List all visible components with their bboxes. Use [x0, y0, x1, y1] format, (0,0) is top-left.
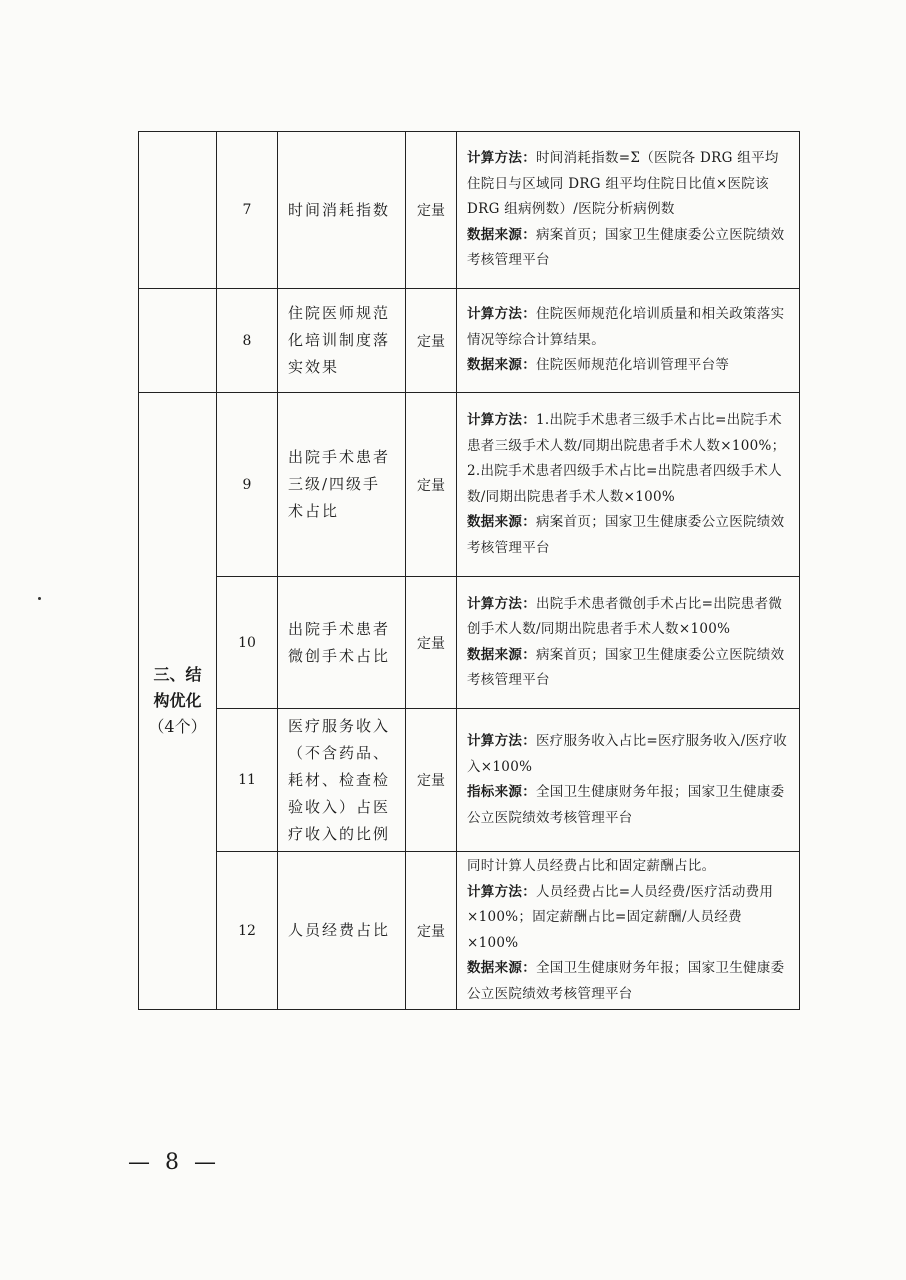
indicator-type: 定量 — [406, 393, 457, 577]
table-row — [139, 393, 800, 577]
desc-label: 计算方法： — [467, 150, 536, 167]
desc-text: 出院手术患者微创手术占比=出院患者微创手术人数/同期出院患者手术人数×100% — [467, 595, 783, 637]
desc-label: 数据来源： — [467, 960, 536, 976]
indicator-name: 人员经费占比 — [278, 852, 406, 1010]
row-number: 12 — [217, 852, 278, 1010]
row-number: 10 — [217, 577, 278, 709]
desc-text: 时间消耗指数=Σ（医院各 DRG 组平均住院日与区域同 DRG 组平均住院日比值×医院该 DRG 组病例数）/医院分析病例数 — [467, 150, 779, 218]
table-row — [139, 709, 800, 852]
scan-speck — [38, 597, 41, 600]
desc-text: 同时计算人员经费占比和固定薪酬占比。 — [467, 858, 716, 874]
indicator-description — [457, 852, 800, 1010]
category-cell-continued — [139, 132, 217, 289]
indicator-type: 定量 — [406, 289, 457, 393]
desc-label: 数据来源： — [467, 226, 536, 243]
desc-label: 数据来源： — [467, 514, 536, 530]
indicator-table — [138, 131, 800, 1010]
desc-text: 病案首页；国家卫生健康委公立医院绩效考核管理平台 — [467, 514, 785, 556]
desc-text: 人员经费占比=人员经费/医疗活动费用×100%；固定薪酬占比=固定薪酬/人员经费×100% — [467, 883, 774, 951]
page-number: — 8 — — [128, 1150, 220, 1175]
desc-label: 指标来源： — [467, 784, 536, 800]
category-count: （4个） — [148, 717, 207, 736]
desc-text: 医疗服务收入占比=医疗服务收入/医疗收入×100% — [467, 733, 788, 775]
desc-label: 计算方法： — [467, 883, 536, 900]
desc-text: 病案首页；国家卫生健康委公立医院绩效考核管理平台 — [467, 646, 785, 688]
row-number: 11 — [217, 709, 278, 852]
table-row — [139, 289, 800, 393]
indicator-name: 出院手术患者三级/四级手术占比 — [278, 393, 406, 577]
desc-text: 1.出院手术患者三级手术占比=出院手术患者三级手术人数/同期出院患者手术人数×100%；2.出院手术患者四级手术占比=出院患者四级手术人数/同期出院患者手术人数×100% — [467, 412, 786, 505]
indicator-type: 定量 — [406, 577, 457, 709]
indicator-description — [457, 132, 800, 289]
desc-label: 计算方法： — [467, 733, 536, 749]
indicator-name: 住院医师规范化培训制度落实效果 — [278, 289, 406, 393]
table-row — [139, 132, 800, 289]
desc-label: 计算方法： — [467, 595, 536, 612]
category-cell-continued — [139, 289, 217, 393]
desc-label: 数据来源： — [467, 357, 536, 374]
row-number: 8 — [217, 289, 278, 393]
indicator-name: 时间消耗指数 — [278, 132, 406, 289]
table-row — [139, 852, 800, 1010]
row-number: 7 — [217, 132, 278, 289]
indicator-description — [457, 577, 800, 709]
row-number: 9 — [217, 393, 278, 577]
desc-text: 住院医师规范化培训管理平台等 — [536, 357, 730, 374]
desc-text: 住院医师规范化培训质量和相关政策落实情况等综合计算结果。 — [467, 306, 785, 348]
desc-text: 病案首页；国家卫生健康委公立医院绩效考核管理平台 — [467, 226, 785, 269]
indicator-type: 定量 — [406, 852, 457, 1010]
indicator-description — [457, 289, 800, 393]
category-cell — [139, 393, 217, 1010]
indicator-name: 医疗服务收入（不含药品、耗材、检查检验收入）占医疗收入的比例 — [278, 709, 406, 852]
desc-label: 数据来源： — [467, 646, 536, 663]
desc-label: 计算方法： — [467, 412, 536, 428]
indicator-name: 出院手术患者微创手术占比 — [278, 577, 406, 709]
table-row — [139, 577, 800, 709]
indicator-type: 定量 — [406, 709, 457, 852]
indicator-type: 定量 — [406, 132, 457, 289]
category-title: 三、结构优化 — [153, 665, 202, 710]
indicator-description — [457, 709, 800, 852]
indicator-description — [457, 393, 800, 577]
desc-text: 全国卫生健康财务年报；国家卫生健康委公立医院绩效考核管理平台 — [467, 784, 785, 826]
desc-text: 全国卫生健康财务年报；国家卫生健康委公立医院绩效考核管理平台 — [467, 960, 785, 1002]
desc-label: 计算方法： — [467, 306, 536, 323]
